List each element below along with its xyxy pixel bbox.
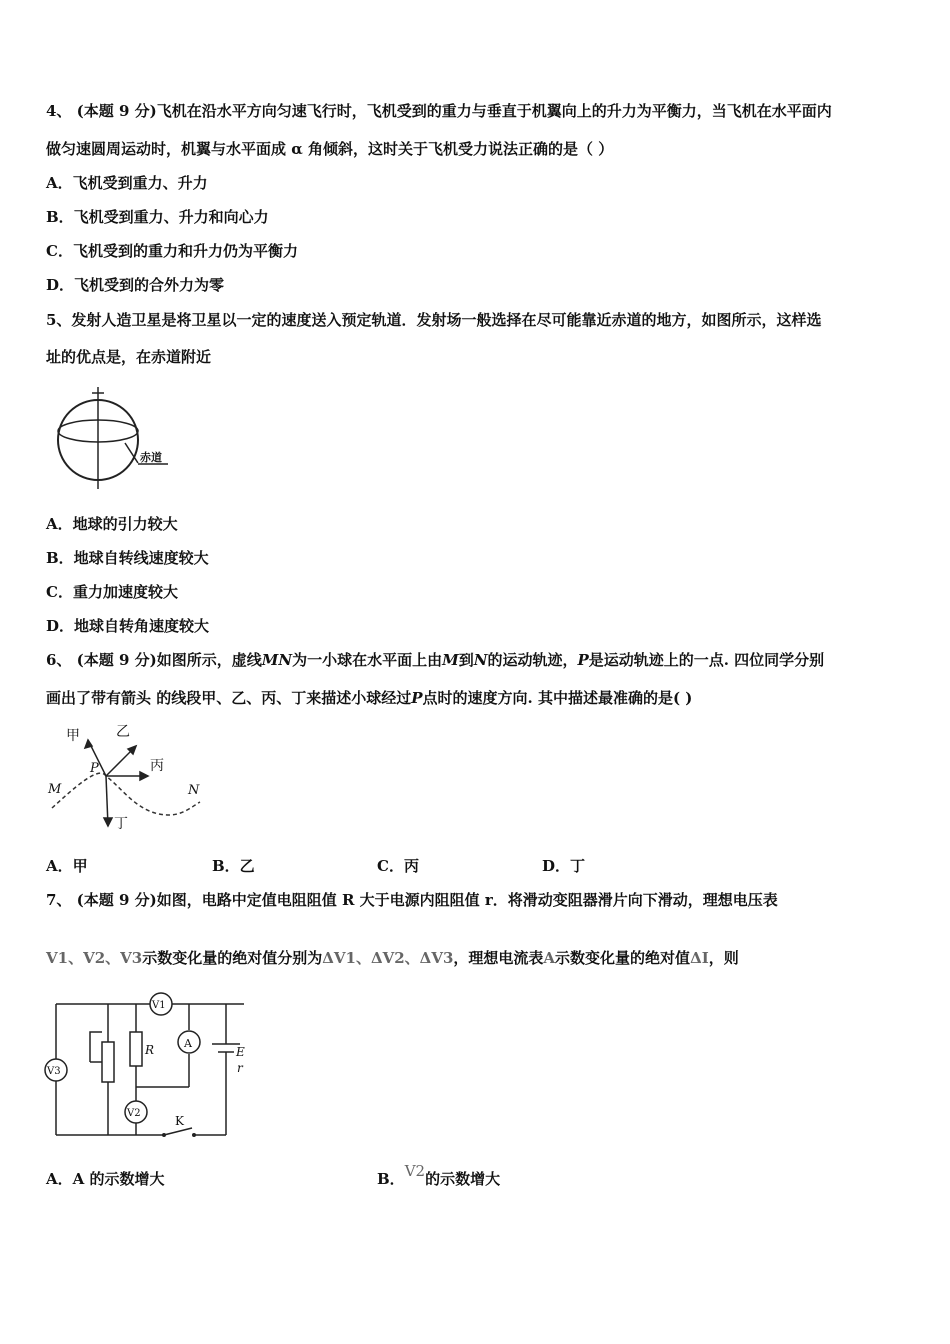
dv-symbols: ΔV1、ΔV2、ΔV3 [322, 949, 454, 967]
q4-stem-line1: 4、 (本题 9 分)飞机在沿水平方向匀速飞行时，飞机受到的重力与垂直于机翼向上的升力为平衡力，当飞机在水平面内 [46, 102, 832, 120]
v2-symbol: V2 [404, 1162, 426, 1180]
q4-option-c: C．飞机受到的重力和升力仍为平衡力 [46, 242, 298, 260]
q5-option-c: C．重力加速度较大 [46, 583, 178, 601]
svg-text:A: A [184, 1037, 192, 1050]
q7-stem-line1: 7、 (本题 9 分)如图，电路中定值电阻阻值 R 大于电源内阻阻值 r．将滑动变阻器滑片向下滑动，理想电压表 [46, 891, 778, 909]
svg-text:K: K [175, 1114, 184, 1128]
label-p: P [90, 761, 99, 776]
q5-option-d: D．地球自转角速度较大 [46, 617, 210, 635]
q4-option-d: D．飞机受到的合外力为零 [46, 276, 225, 294]
q6-stem-line1: 6、 (本题 9 分)如图所示，虚线MN为一小球在水平面上由M到N的运动轨迹，P是运动轨迹上的一点. 四位同学分别 [46, 651, 825, 669]
trajectory-figure [44, 720, 214, 835]
equator-label: 赤道 [140, 451, 162, 464]
q4-stem-line2: 做匀速圆周运动时，机翼与水平面成 α 角倾斜，这时关于飞机受力说法正确的是（ ） [46, 140, 614, 158]
label-jia: 甲 [66, 728, 80, 744]
q7-option-b: B．V2的示数增大 [377, 1162, 501, 1188]
mn-dashed-path [52, 773, 200, 815]
q4-option-b: B．飞机受到重力、升力和向心力 [46, 208, 269, 226]
q5-stem-line1: 5、发射人造卫星是将卫星以一定的速度送入预定轨道．发射场一般选择在尽可能靠近赤道的地方，如图所示，这样选 [46, 311, 822, 329]
globe-equator-figure [50, 385, 175, 493]
q6-option-a: A．甲 [46, 857, 88, 875]
q5-stem-line2: 址的优点是，在赤道附近 [46, 348, 212, 366]
svg-text:V3: V3 [47, 1066, 61, 1077]
label-ding: 丁 [114, 816, 128, 832]
svg-text:E: E [236, 1045, 245, 1059]
svg-text:R: R [145, 1043, 155, 1057]
svg-text:V1: V1 [152, 1000, 166, 1011]
svg-text:V2: V2 [127, 1108, 141, 1119]
q7-stem-line2: V1、V2、V3示数变化量的绝对值分别为ΔV1、ΔV2、ΔV3，理想电流表A示数变化量的绝对值ΔI，则 [46, 949, 739, 967]
q5-option-a: A．地球的引力较大 [46, 515, 178, 533]
svg-text:r: r [237, 1061, 243, 1075]
q4-option-a: A．飞机受到重力、升力 [46, 174, 208, 192]
label-bing: 丙 [150, 758, 164, 774]
di-symbol: ΔI [690, 949, 709, 967]
v-symbols: V1、V2、V3 [46, 949, 143, 967]
label-n: N [188, 783, 200, 798]
label-m: M [48, 782, 62, 797]
q6-stem-line2: 画出了带有箭头 的线段甲、乙、丙、丁来描述小球经过P点时的速度方向. 其中描述最准确的是( ) [46, 689, 693, 707]
q7-option-a: A．A 的示数增大 [46, 1170, 165, 1188]
q6-option-b: B．乙 [212, 857, 255, 875]
a-symbol: A [543, 949, 556, 967]
q6-option-d: D．丁 [542, 857, 586, 875]
circuit-figure [44, 992, 254, 1142]
label-yi: 乙 [116, 724, 130, 740]
q6-option-c: C．丙 [377, 857, 419, 875]
q5-option-b: B．地球自转线速度较大 [46, 549, 209, 567]
